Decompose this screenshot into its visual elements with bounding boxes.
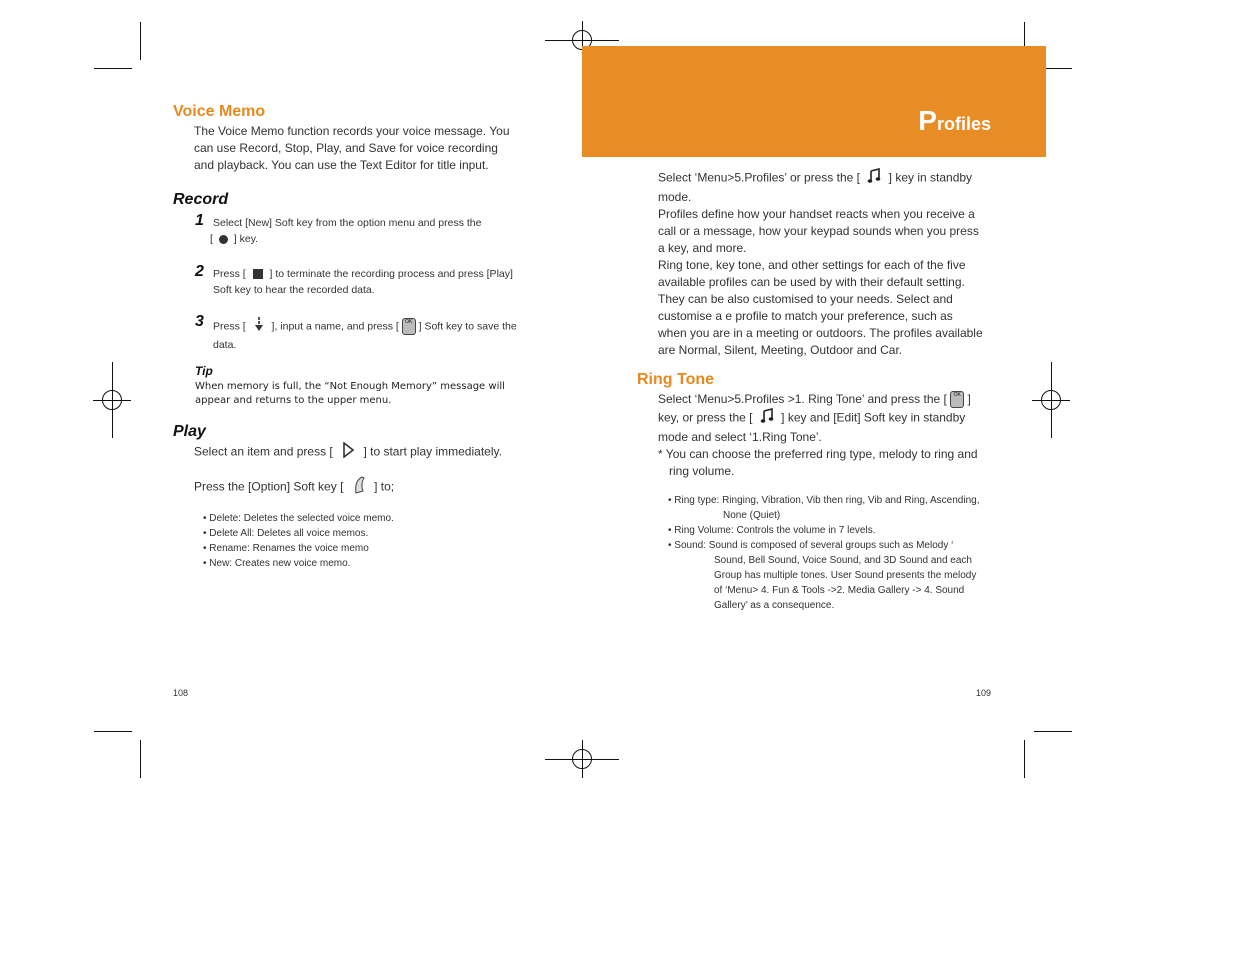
crop-mark bbox=[94, 731, 132, 732]
voice-memo-heading: Voice Memo bbox=[173, 103, 266, 120]
list-item: • Delete All: Deletes all voice memos. bbox=[203, 528, 369, 539]
option-list bbox=[203, 511, 394, 571]
ok-key-icon: OK bbox=[950, 391, 964, 408]
list-item: • New: Creates new voice memo. bbox=[203, 558, 351, 569]
voice-memo-description: The Voice Memo function records your voice message. You can use Record, Stop, Play, and Save for voice recording and playback. You can use the Text Editor for title input. bbox=[194, 124, 510, 172]
crop-mark bbox=[112, 362, 113, 381]
list-item: None (Quiet) bbox=[723, 510, 781, 521]
profiles-intro: Select ‘Menu>5.Profiles’ or press the [ ] key in standby mode. Profiles define how your handset reacts when you receive a call or a message, how your keypad sounds when you press a key, and more. Ring tone, key tone, and other settings for each of the five available profiles can be used by with their default setting. They can be also customised to your needs. Select and customise a e profile to match your preference, such as when you are in a meeting or outdoors. The profiles available are Normal, Silent, Meeting, Outdoor and Car. bbox=[658, 168, 983, 359]
crop-mark bbox=[545, 40, 563, 41]
tip-text: When memory is full, the “Not Enough Memory” message will appear and returns to the upper menu. bbox=[195, 381, 505, 406]
option-soft-key-icon bbox=[353, 476, 365, 499]
page-title: Profiles bbox=[918, 105, 991, 136]
record-step-3: Press [ ], input a name, and press [ OK ] Soft key to save the data. bbox=[213, 316, 517, 353]
crop-mark bbox=[94, 68, 132, 69]
list-item: • Ring type: Ringing, Vibration, Vib then ring, Vib and Ring, Ascending, bbox=[668, 495, 980, 506]
ok-key-icon: OK bbox=[402, 318, 416, 335]
crop-mark bbox=[140, 22, 141, 60]
music-key-icon bbox=[760, 408, 774, 429]
page-number-right: 109 bbox=[976, 688, 992, 698]
list-item: • Delete: Deletes the selected voice memo. bbox=[203, 513, 394, 524]
page-number-left: 108 bbox=[173, 688, 189, 698]
nav-down-key-icon bbox=[254, 316, 264, 337]
step-number: 2 bbox=[195, 263, 204, 280]
crop-mark bbox=[112, 419, 113, 438]
crop-mark bbox=[1034, 731, 1072, 732]
crop-mark bbox=[1051, 419, 1052, 438]
play-heading: Play bbox=[173, 423, 206, 440]
crop-mark bbox=[545, 759, 563, 760]
crop-mark bbox=[140, 740, 141, 778]
registration-mark-icon bbox=[93, 381, 131, 419]
crop-mark bbox=[601, 40, 619, 41]
registration-mark-icon bbox=[1032, 381, 1070, 419]
list-item: • Rename: Renames the voice memo bbox=[203, 543, 369, 554]
profiles-banner bbox=[582, 46, 1046, 157]
crop-mark bbox=[1051, 362, 1052, 381]
stop-key-icon bbox=[253, 269, 263, 279]
play-key-icon bbox=[342, 442, 354, 463]
step-number: 3 bbox=[195, 313, 204, 330]
step-number: 1 bbox=[195, 212, 204, 229]
list-item: • Sound: Sound is composed of several groups such as Melody ‘ bbox=[668, 540, 954, 551]
record-key-icon bbox=[219, 235, 228, 244]
option-instruction: Press the [Option] Soft key [ ] to; bbox=[194, 476, 394, 499]
music-key-icon bbox=[867, 168, 881, 189]
crop-mark bbox=[1024, 740, 1025, 778]
tip-heading: Tip bbox=[195, 364, 213, 378]
record-step-1: Select [New] Soft key from the option menu and press the [ ] key. bbox=[210, 217, 482, 245]
ring-tone-options: • Ring type: Ringing, Vibration, Vib then ring, Vib and Ring, Ascending, None (Quiet) • Ring Volume: Controls the volume in 7 levels. • Sound: Sound is composed of several groups such as Melody ‘ Sound, Bell Sound, Voice Sound, and 3D Sound and each Group has multiple tones. User Sound presents the melody of ‘Menu> 4. Fun & Tools ->2. Media Gallery -> 4. Sound Gallery’ as a consequence. bbox=[668, 495, 980, 611]
play-instruction: Select an item and press [ ] to start play immediately. bbox=[194, 442, 502, 463]
record-step-2: Press [ ] to terminate the recording process and press [Play] Soft key to hear the recorded data. bbox=[213, 268, 513, 296]
list-item: • Ring Volume: Controls the volume in 7 levels. bbox=[668, 525, 876, 536]
ring-tone-instructions: Select ‘Menu>5.Profiles >1. Ring Tone’ and press the [ OK ] key, or press the [ ] key and [Edit] Soft key in standby mode and select ‘1.Ring Tone’. * You can choose the preferred ring type, melody to ring and ring volume. bbox=[658, 392, 978, 479]
record-heading: Record bbox=[173, 191, 229, 208]
registration-mark-icon bbox=[563, 740, 601, 778]
ring-tone-heading: Ring Tone bbox=[637, 371, 715, 388]
crop-mark bbox=[601, 759, 619, 760]
